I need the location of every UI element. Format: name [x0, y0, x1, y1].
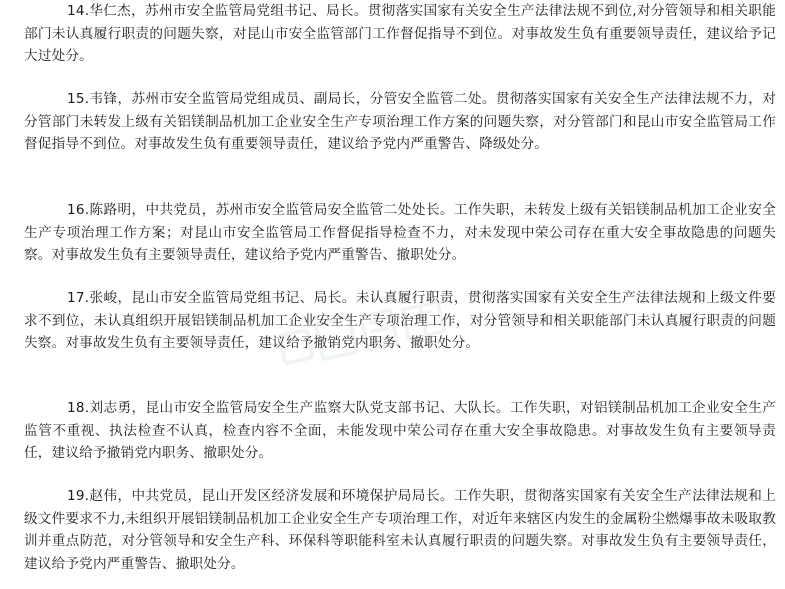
paragraph-item-18: 18.刘志勇，昆山市安全监管局安全生产监察大队党支部书记、大队长。工作失职，对铝镁制品机加工企业安全生产监管不重视、执法检查不认真，检查内容不全面，未能发现中荣公司存在重大安全事故隐患。对事故发生负有主要领导责任，建议给予撤销党内职务、撤职处分。: [24, 400, 776, 461]
paragraph-item-19: 19.赵伟，中共党员，昆山开发区经济发展和环境保护局局长。工作失职，贯彻落实国家有关安全生产法律法规和上级文件要求不力,未组织开展铝镁制品机加工企业安全生产专项治理工作，对近年来辖区内发生的金属粉尘燃爆事故未吸取教训并重点防范，对分管领导和安全生产科、环保科等职能科室未认真履行职责的问题失察。对事故发生负有主要领导责任，建议给予党内严重警告、撤职处分。: [24, 488, 776, 572]
paragraph-item-14: 14.华仁杰，苏州市安全监管局党组书记、局长。贯彻落实国家有关安全生产法律法规不到位,对分管领导和相关职能部门未认真履行职责的问题失察，对昆山市安全监管部门工作督促指导不到位。对事故发生负有重要领导责任，建议给予记大过处分。: [24, 3, 776, 64]
paragraph-item-17: 17.张峻，昆山市安全监管局党组书记、局长。未认真履行职责，贯彻落实国家有关安全生产法律法规和上级文件要求不到位，未认真组织开展铝镁制品机加工企业安全生产专项治理工作，对分管领导和相关职能部门未认真履行职责的问题失察。对事故发生负有主要领导责任，建议给予撤销党内职务、撤职处分。: [24, 290, 776, 351]
paragraph-item-16: 16.陈路明，中共党员，苏州市安全监管局安全监管二处处长。工作失职，未转发上级有关铝镁制品机加工企业安全生产专项治理工作方案；对昆山市安全监管局工作督促指导检查不力，对未发现中荣公司存在重大安全事故隐患的问题失察。对事故发生负有主要领导责任，建议给予党内严重警告、撤职处分。: [24, 202, 776, 263]
paragraph-item-15: 15.韦锋，苏州市安全监管局党组成员、副局长，分管安全监管二处。贯彻落实国家有关安全生产法律法规不力，对分管部门未转发上级有关铝镁制品机加工企业安全生产专项治理工作方案的问题失察，对分管部门和昆山市安全监管局工作督促指导不到位。对事故发生负有重要领导责任，建议给予党内严重警告、降级处分。: [24, 91, 776, 152]
